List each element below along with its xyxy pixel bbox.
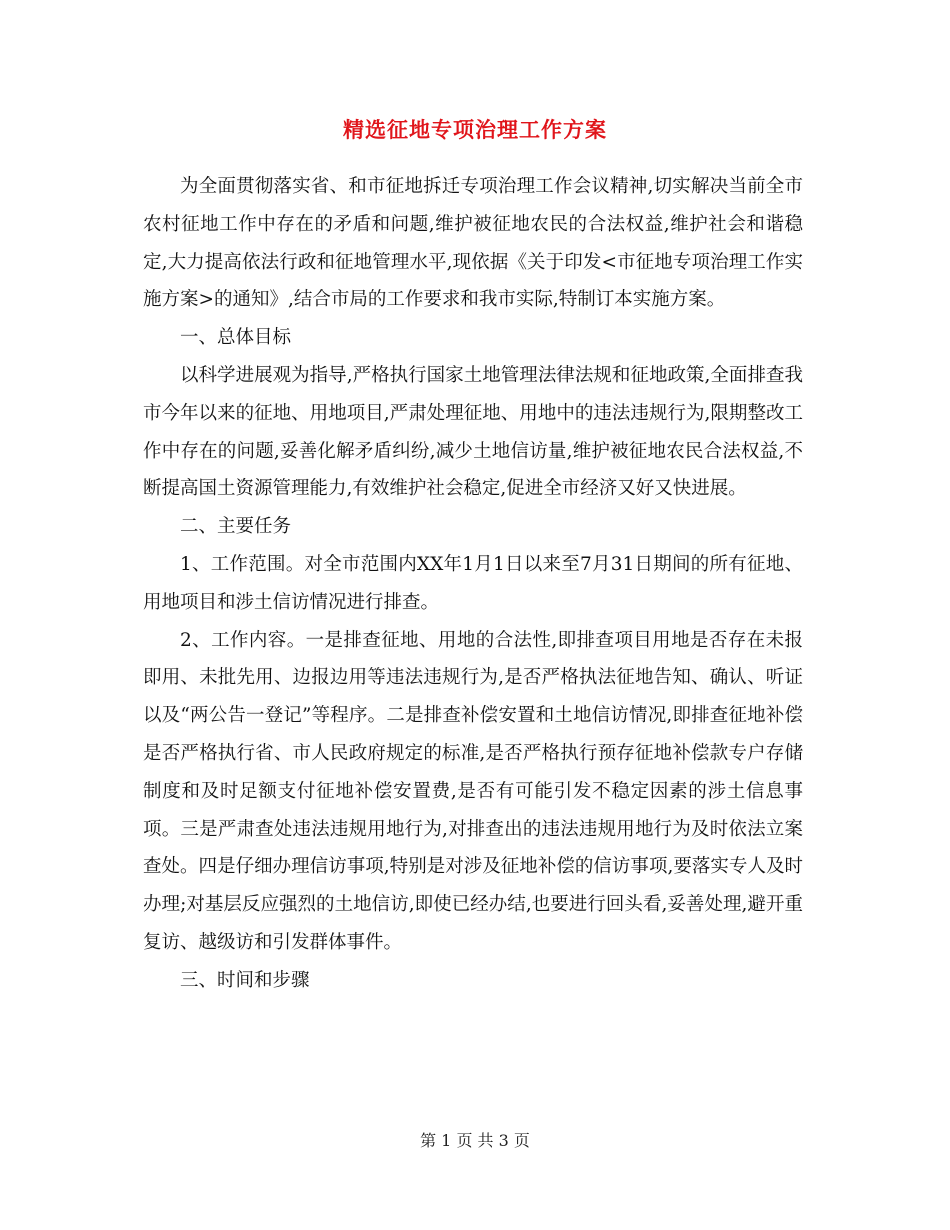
intro-paragraph: 为全面贯彻落实省、和市征地拆迁专项治理工作会议精神,切实解决当前全市农村征地工作中存在的矛盾和问题,维护被征地农民的合法权益,维护社会和谐稳定,大力提高依法行政和征地管理水平,现依据《关于印发<市征地专项治理工作实施方案>的通知》,结合市局的工作要求和我市实际,特制订本实施方案。 bbox=[143, 176, 803, 311]
document-body bbox=[143, 168, 803, 1000]
section-heading-overall-goal: 一、总体目标 bbox=[180, 327, 292, 349]
work-scope-paragraph: 1、工作范围。对全市范围内XX年1月1日以来至7月31日期间的所有征地、用地项目和涉土信访情况进行排查。 bbox=[143, 553, 803, 613]
document-title: 精选征地专项治理工作方案 bbox=[343, 117, 607, 142]
overall-goal-paragraph: 以科学进展观为指导,严格执行国家土地管理法律法规和征地政策,全面排查我市今年以来的征地、用地项目,严肃处理征地、用地中的违法违规行为,限期整改工作中存在的问题,妥善化解矛盾纠纷,减少土地信访量,维护被征地农民合法权益,不断提高国土资源管理能力,有效维护社会稳定,促进全市经济又好又快进展。 bbox=[143, 364, 803, 500]
page-number-label: 第 1 页 共 3 页 bbox=[420, 1131, 530, 1150]
section-heading-main-tasks: 二、主要任务 bbox=[180, 516, 292, 538]
section-heading-time-steps: 三、时间和步骤 bbox=[180, 969, 310, 991]
work-content-paragraph: 2、工作内容。一是排查征地、用地的合法性,即排查项目用地是否存在未报即用、未批先用、边报边用等违法违规行为,是否严格执法征地告知、确认、听证以及“两公告一登记”等程序。二是排查补偿安置和土地信访情况,即排查征地补偿是否严格执行省、市人民政府规定的标准,是否严格执行预存征地补偿款专户存储制度和及时足额支付征地补偿安置费,是否有可能引发不稳定因素的涉土信息事项。三是严肃查处违法违规用地行为,对排查出的违法违规用地行为及时依法立案查处。四是仔细办理信访事项,特别是对涉及征地补偿的信访事项,要落实专人及时办理;对基层反应强烈的土地信访,即使已经办结,也要进行回头看,妥善处理,避开重复访、越级访和引发群体事件。 bbox=[143, 629, 803, 953]
page-footer bbox=[0, 1128, 950, 1151]
